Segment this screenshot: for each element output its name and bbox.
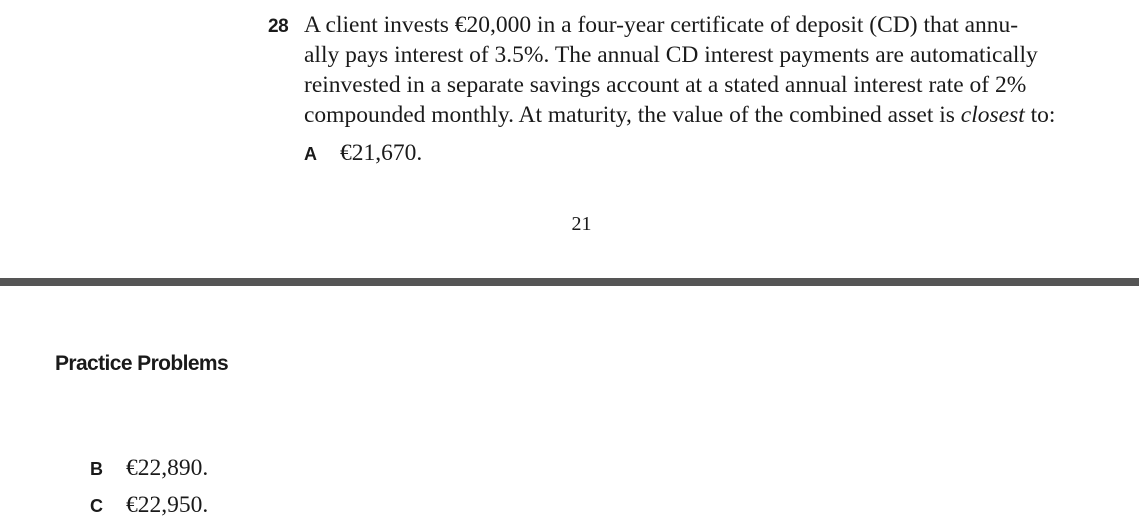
option-c-letter: C [90,496,103,516]
option-a [304,138,422,169]
question-number: 28 [268,16,289,37]
option-a-letter: A [304,144,317,164]
question-text-line-1: A client invests €20,000 in a four-year certificate of deposit (CD) that annu- [304,12,1019,38]
question-text-emphasis: closest [960,102,1025,128]
question-text-line-4-end: to: [1024,102,1056,128]
question-text-line-3: reinvested in a separate savings account at a stated annual interest rate of 2% [304,72,1027,98]
option-b-letter: B [90,459,103,479]
question-text-line-4-start: compounded monthly. At maturity, the value of the combined asset is [304,102,961,128]
page-number: 21 [571,213,592,235]
section-header: Practice Problems [55,352,229,375]
option-c-text: €22,950. [126,492,209,518]
question-text-line-2: ally pays interest of 3.5%. The annual CD interest payments are automatically [304,42,1038,68]
page-divider [0,278,1139,286]
option-c [90,490,208,521]
option-b [90,453,208,484]
question-text-line-4 [304,100,1055,130]
option-a-text: €21,670. [340,140,423,166]
option-b-text: €22,890. [126,455,209,481]
